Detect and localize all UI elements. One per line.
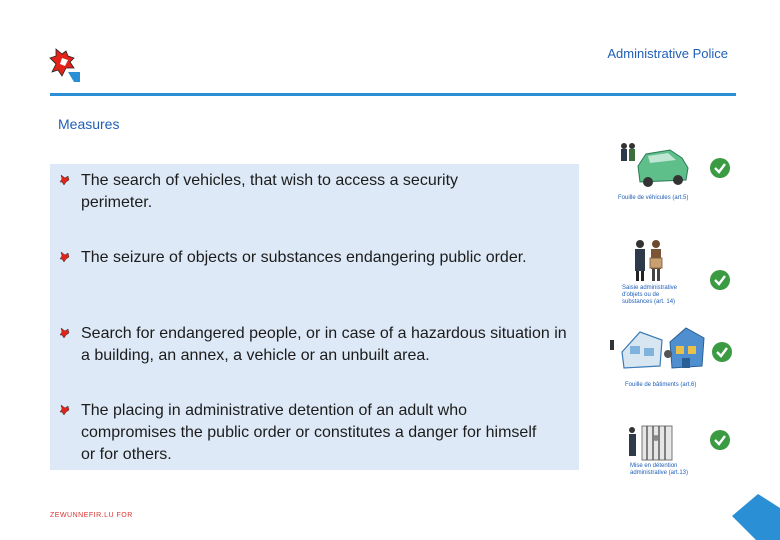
corner-decoration-blue [732,494,780,540]
header-divider [50,93,736,96]
check-icon [710,270,730,290]
vehicle-search-icon [618,140,692,190]
check-icon [710,430,730,450]
header-title: Administrative Police [607,46,728,61]
illustration-caption: Saisie administrative d'objets ou de substances (art. 14) [622,285,678,305]
illustration-caption: Mise en détention administrative (art.13) [630,463,689,476]
check-icon [712,342,732,362]
measure-text: The search of vehicles, that wish to access a security perimeter. [81,172,459,211]
luxembourg-lion-logo-icon [48,46,80,82]
footer-url: ZEWUNNEFIR.LU FOR [50,512,133,519]
illustration-caption: Fouille de bâtiments (art.6) [625,382,697,388]
seizure-icon [630,238,670,284]
lion-bullet-icon [59,251,71,263]
measure-text: The seizure of objects or substances endangering public order. [81,249,527,266]
measure-text: The placing in administrative detention of an adult who compromises the public order or constitutes a danger for himself or for others. [81,402,537,463]
lion-bullet-icon [59,327,71,339]
measure-text: Search for endangered people, or in case of a hazardous situation in a building, an annex, a vehicle or an unbuilt area. [81,325,567,364]
detention-icon [624,424,674,462]
lion-bullet-icon [59,174,71,186]
illustration-caption: Fouille de véhicules (art.5) [618,195,689,201]
building-search-icon [610,322,708,372]
lion-bullet-icon [59,404,71,416]
check-icon [710,158,730,178]
section-title: Measures [58,116,120,132]
